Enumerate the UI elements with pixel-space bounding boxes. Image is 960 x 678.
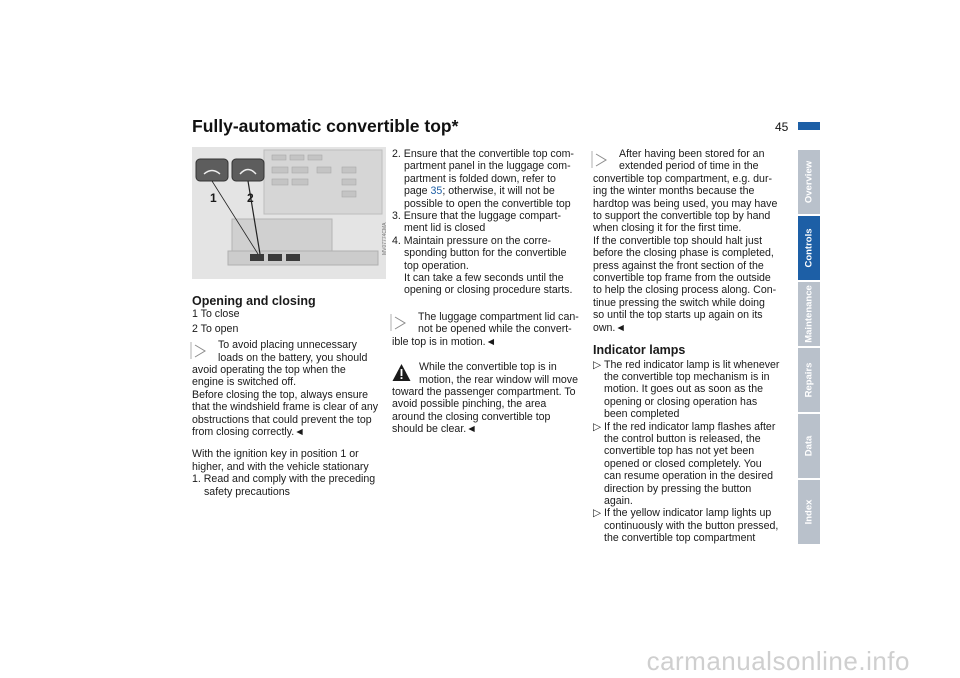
dashboard-figure (192, 147, 386, 279)
step-2-text: page (404, 185, 431, 198)
warning-line: should be clear.◄ (392, 423, 477, 436)
step-4: 4. Maintain pressure on the corre- (392, 234, 551, 247)
note-line: before the closing phase is completed, (593, 247, 774, 260)
bullet-text: If the yellow indicator lamp lights up (604, 507, 772, 520)
figure-label-1: 1 (210, 191, 217, 205)
note-line: engine is switched off. (192, 376, 297, 389)
note-icon (190, 341, 209, 360)
bullet-marker: ▷ (593, 358, 602, 371)
sidetab-controls[interactable] (798, 216, 820, 280)
list-item-open: 2 To open (192, 322, 239, 335)
step-2 (392, 185, 588, 197)
step-2: 2. Ensure that the convertible top com- (392, 148, 574, 160)
step-3: 3. Ensure that the luggage compart- (392, 210, 562, 223)
note-icon (390, 313, 409, 332)
bullet-line (593, 359, 789, 371)
step-2: partment panel in the luggage com- (404, 160, 571, 173)
bullet-line: opening or closing operation has (604, 395, 758, 408)
warning-line: motion, the rear window will move (419, 373, 578, 386)
note-line: to support the convertible top by hand (593, 210, 771, 223)
warning-line: around the closing convertible top (392, 410, 551, 423)
note-battery (192, 339, 386, 438)
note-line: The luggage compartment lid can- (418, 310, 579, 323)
note-line: own.◄ (593, 321, 626, 334)
sidetab-label: Maintenance (803, 285, 815, 343)
note-line: from closing correctly.◄ (192, 426, 305, 439)
note-line: to help the closing process along. Con- (593, 284, 777, 297)
note-support-top (593, 148, 789, 334)
step-2-text: ; otherwise, it will not be (442, 185, 555, 198)
note-line: so until the top starts up again on its (593, 309, 763, 322)
warning-line: toward the passenger compartment. To (392, 385, 576, 398)
bullet-text: The red indicator lamp is lit whenever (604, 358, 780, 371)
watermark-text: carmanualsonline.info (646, 646, 910, 676)
bullet-line: opened or closed completely. You (604, 457, 762, 470)
bullet-line: been completed (604, 408, 680, 421)
note-icon (591, 150, 610, 169)
column-1 (192, 295, 386, 498)
sidetab-overview[interactable] (798, 150, 820, 214)
note-line: avoid operating the top when the (192, 364, 346, 377)
note-line: when closing it for the first time. (593, 222, 742, 235)
sidetab-repairs[interactable] (798, 348, 820, 412)
list-item-close: 1 To close (192, 308, 240, 321)
step-3: ment lid is closed (404, 222, 486, 235)
bullet-line: motion. It goes out as soon as the (604, 383, 764, 396)
step-4: sponding button for the convertible (404, 247, 567, 260)
note-line: ing the winter months because the (593, 185, 755, 198)
warning-line: avoid possible pinching, the area (392, 398, 547, 411)
bullet-line: can resume operation in the desired (604, 470, 774, 483)
note-line: not be opened while the convert- (418, 323, 572, 336)
sidetab-index[interactable] (798, 480, 820, 544)
bullet-line: the convertible top mechanism is in (604, 370, 770, 383)
bullet-red-lamp-flashes (593, 421, 789, 508)
note-line: Before closing the top, always ensure (192, 388, 369, 401)
section-heading-opening-closing: Opening and closing (192, 294, 316, 308)
page-number: 45 (775, 120, 789, 134)
sidetab-label: Repairs (803, 362, 815, 398)
note-line: After having been stored for an (619, 148, 765, 160)
note-line: obstructions that could prevent the top (192, 413, 372, 426)
bullet-line: direction by pressing the button (604, 482, 752, 495)
section-heading-indicator-lamps: Indicator lamps (593, 343, 686, 358)
bullet-line (593, 507, 789, 519)
page-title: Fully-automatic convertible top* (192, 116, 459, 136)
step-2: partment is folded down, refer to (404, 172, 556, 185)
note-line: loads on the battery, you should (218, 351, 368, 364)
bullet-line: the convertible top compartment (604, 532, 756, 545)
dashboard-illustration (192, 147, 386, 279)
paragraph-ignition: higher, and with the vehicle stationary (192, 460, 369, 473)
step-4: top operation. (404, 259, 469, 272)
warning-icon (392, 363, 411, 382)
note-line: that the windshield frame is clear of any (192, 401, 379, 414)
sidetab-maintenance[interactable] (798, 282, 820, 346)
note-line: If the convertible top should halt just (593, 234, 763, 247)
step-4: opening or closing procedure starts. (404, 284, 573, 297)
bullet-marker: ▷ (593, 507, 602, 520)
step-2: possible to open the convertible top (404, 197, 571, 210)
step-1: 1. Read and comply with the preceding (192, 473, 376, 486)
figure-label-2: 2 (247, 191, 254, 205)
bullet-red-lamp-lit (593, 359, 789, 421)
sidetab-label: Data (803, 435, 815, 457)
bullet-line: the control button is released, the (604, 432, 761, 445)
watermark (0, 646, 960, 677)
sidetab-label: Controls (803, 228, 815, 268)
bullet-text: If the red indicator lamp flashes after (604, 420, 776, 433)
page-number-bar (798, 122, 820, 130)
note-line: convertible top frame from the outside (593, 272, 771, 285)
bullet-line: convertible top has not yet been (604, 445, 755, 458)
step-4: It can take a few seconds until the (404, 272, 564, 285)
note-line: To avoid placing unnecessary (218, 339, 357, 352)
bullet-line: again. (604, 494, 633, 507)
bullet-line: continuously with the button pressed, (604, 519, 779, 532)
paragraph-ignition: With the ignition key in position 1 or (192, 448, 359, 461)
sidetab-data[interactable] (798, 414, 820, 478)
note-line: extended period of time in the (619, 160, 759, 173)
figure-code: MV07774CMA (382, 222, 388, 255)
step-1: safety precautions (204, 485, 290, 498)
warning-rear-window (392, 361, 588, 435)
column-3 (593, 148, 789, 545)
note-line: hardtop was being used, you may have (593, 197, 778, 210)
bullet-line (593, 421, 789, 433)
page-reference-link[interactable]: 35 (430, 185, 443, 198)
note-line: ible top is in motion.◄ (392, 335, 497, 348)
note-line: tinue pressing the switch while doing (593, 296, 765, 309)
sidetab-label: Overview (803, 160, 815, 204)
note-line: press against the front section of the (593, 259, 764, 272)
column-2 (392, 148, 588, 436)
bullet-yellow-lamp (593, 507, 789, 544)
sidetab-label: Index (803, 499, 815, 525)
warning-line: While the convertible top is in (419, 361, 557, 374)
bullet-marker: ▷ (593, 420, 602, 433)
note-line: convertible top compartment, e.g. dur- (593, 172, 773, 185)
note-luggage-lid (392, 311, 588, 348)
